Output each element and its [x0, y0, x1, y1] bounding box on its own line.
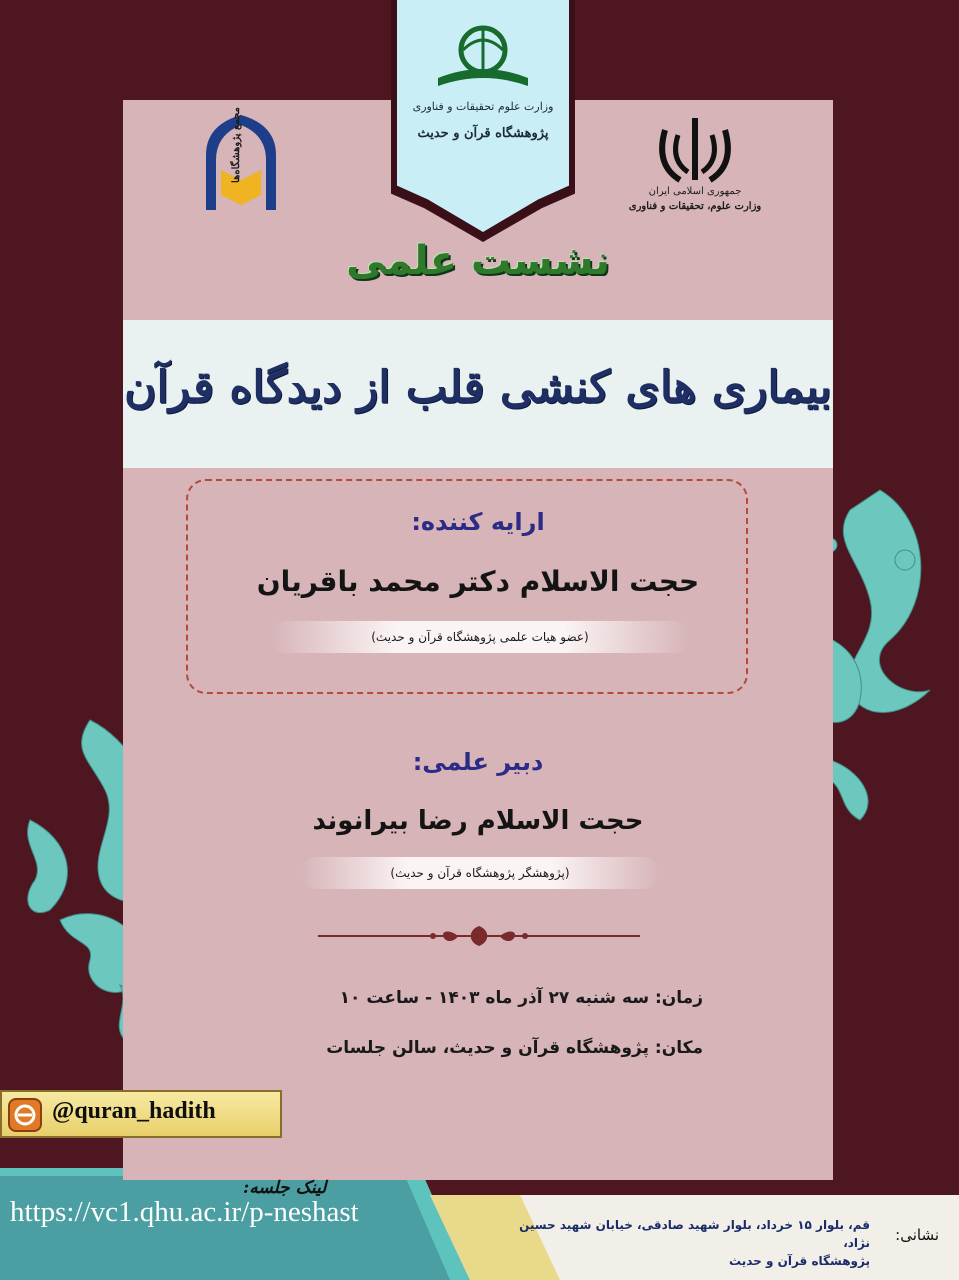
secretary-affiliation: (پژوهشگر پژوهشگاه قرآن و حدیث): [300, 857, 660, 889]
event-place: مکان: پژوهشگاه قرآن و حدیث، سالن جلسات: [326, 1038, 703, 1058]
meeting-url-link[interactable]: https://vc1.qhu.ac.ir/p-neshast: [10, 1196, 359, 1228]
center-org-line1: وزارت علوم تحقیقات و فناوری: [412, 100, 554, 113]
presenter-label: ارایه کننده:: [411, 508, 545, 536]
event-title: بیماری های کنشی قلب از دیدگاه قرآن: [124, 362, 832, 413]
event-time: زمان: سه شنبه ۲۷ آذر ماه ۱۴۰۳ - ساعت ۱۰: [339, 988, 703, 1008]
secretary-name: حجت الاسلام رضا بیرانوند: [312, 806, 644, 836]
presenter-affiliation: (عضو هیات علمی پژوهشگاه قرآن و حدیث): [270, 621, 690, 653]
address-line1: قم، بلوار ۱۵ خرداد، بلوار شهید صادقی، خیابان شهید حسین نژاد،: [519, 1218, 870, 1250]
address-text: [500, 1216, 870, 1270]
eitaa-icon: [8, 1098, 42, 1132]
qhu-logo-icon: [433, 20, 533, 92]
address-label: نشانی:: [895, 1226, 939, 1244]
social-handle-badge[interactable]: [0, 1090, 282, 1138]
presenter-name: حجت الاسلام دکتر محمد باقریان: [256, 565, 700, 598]
meeting-link-label: لینک جلسه:: [243, 1178, 327, 1198]
secretary-label: دبیر علمی:: [412, 748, 544, 776]
right-org-line1: جمهوری اسلامی ایران: [648, 186, 742, 197]
event-kind: نشست علمی: [346, 238, 610, 284]
social-handle-text: @quran_hadith: [52, 1098, 216, 1124]
center-org-line2: پژوهشگاه قرآن و حدیث: [417, 126, 549, 141]
right-org-line2: وزارت علوم، تحقیقات و فناوری: [628, 201, 762, 212]
ornament-divider-icon: [318, 924, 640, 948]
iran-emblem-icon: [650, 110, 740, 190]
address-line2: پژوهشگاه قرآن و حدیث: [729, 1254, 870, 1268]
left-org-line1: مجمع پژوهشگاه‌ها: [231, 107, 242, 183]
